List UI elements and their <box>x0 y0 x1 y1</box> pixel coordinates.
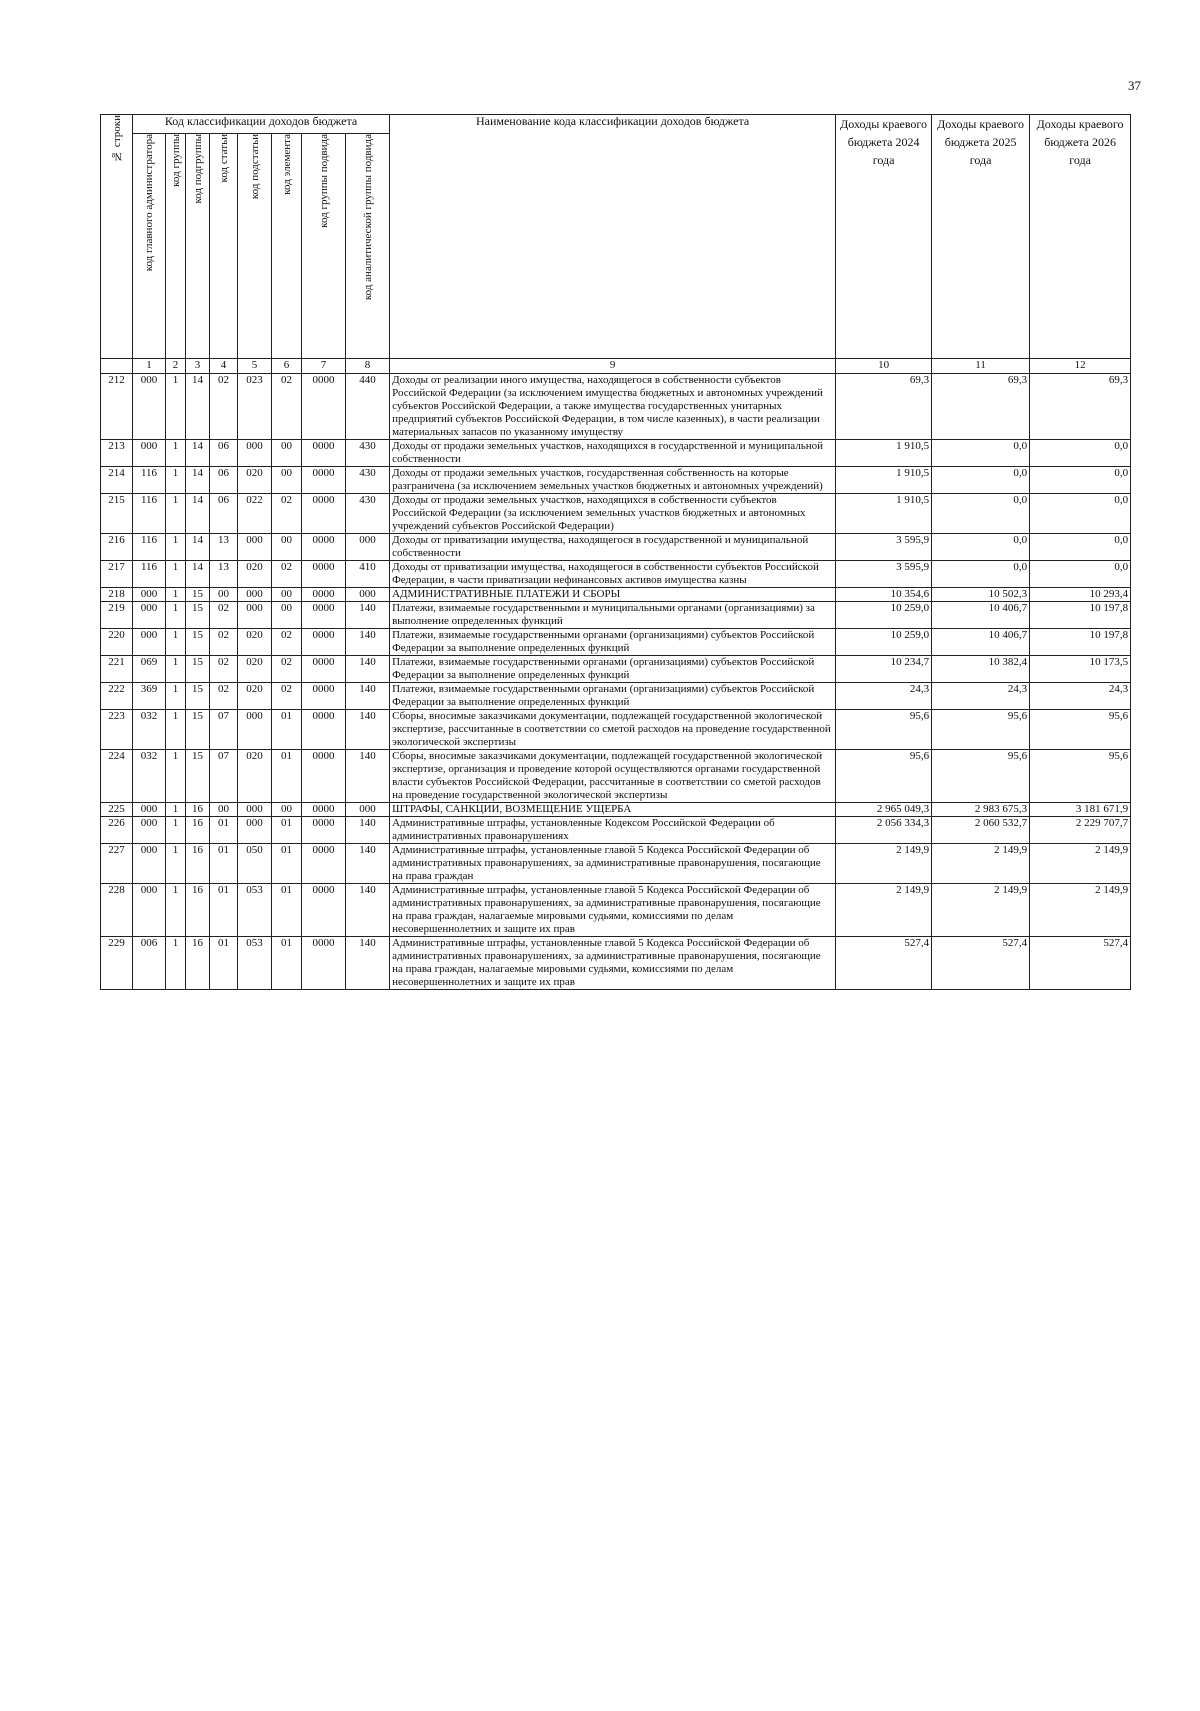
income-2024-cell: 24,3 <box>836 683 932 710</box>
group-code-cell: 1 <box>166 494 186 534</box>
income-2024-cell: 3 595,9 <box>836 534 932 561</box>
column-number-cell: 9 <box>390 359 836 374</box>
analytic-group-code-cell: 140 <box>346 884 390 937</box>
income-name-cell: Доходы от реализации иного имущества, находящегося в собственности субъектов Российской Федерации (за исключением имущества бюджетных и автономных учреждений субъектов Российской Федерации, а также имущества государственных унитарных предприятий субъектов Российской Федерации, в том числе казенных), в части реализации материальных запасов по указанному имуществу <box>390 374 836 440</box>
income-2026-cell: 69,3 <box>1030 374 1131 440</box>
subgroup-code-cell: 15 <box>186 602 210 629</box>
admin-code-cell: 116 <box>133 467 166 494</box>
table-row <box>101 656 1131 683</box>
income-2025-cell: 2 149,9 <box>932 884 1030 937</box>
admin-code-cell: 000 <box>133 588 166 602</box>
element-code-cell: 02 <box>272 561 302 588</box>
income-name-cell: Административные штрафы, установленные главой 5 Кодекса Российской Федерации об административных правонарушениях, за административные правонарушения, посягающие на права граждан, налагаемые мировыми судьями, комиссиями по делам несовершеннолетних и защите их прав <box>390 937 836 990</box>
element-code-cell: 00 <box>272 467 302 494</box>
header-element-code: код элемента <box>272 134 302 359</box>
income-2024-cell: 95,6 <box>836 750 932 803</box>
element-code-cell: 00 <box>272 803 302 817</box>
column-number-cell: 6 <box>272 359 302 374</box>
analytic-group-code-cell: 000 <box>346 588 390 602</box>
analytic-group-code-cell: 140 <box>346 750 390 803</box>
element-code-cell: 01 <box>272 884 302 937</box>
table-row <box>101 844 1131 884</box>
subgroup-code-cell: 16 <box>186 817 210 844</box>
income-2025-cell: 69,3 <box>932 374 1030 440</box>
element-code-cell: 00 <box>272 602 302 629</box>
income-2024-cell: 10 354,6 <box>836 588 932 602</box>
subtype-group-code-cell: 0000 <box>302 937 346 990</box>
row-number-cell: 218 <box>101 588 133 602</box>
group-code-cell: 1 <box>166 374 186 440</box>
income-2026-cell: 0,0 <box>1030 440 1131 467</box>
admin-code-cell: 032 <box>133 750 166 803</box>
subtype-group-code-cell: 0000 <box>302 803 346 817</box>
subgroup-code-cell: 14 <box>186 534 210 561</box>
budget-revenue-table <box>100 114 1131 990</box>
subtype-group-code-cell: 0000 <box>302 561 346 588</box>
admin-code-cell: 000 <box>133 629 166 656</box>
header-subtype-group-code: код группы подвида <box>302 134 346 359</box>
admin-code-cell: 116 <box>133 494 166 534</box>
income-2024-cell: 2 149,9 <box>836 844 932 884</box>
subarticle-code-cell: 022 <box>238 494 272 534</box>
income-2026-cell: 10 173,5 <box>1030 656 1131 683</box>
element-code-cell: 02 <box>272 683 302 710</box>
table-row <box>101 884 1131 937</box>
header-article-code: код статьи <box>210 134 238 359</box>
element-code-cell: 02 <box>272 656 302 683</box>
income-2024-cell: 10 259,0 <box>836 629 932 656</box>
income-2025-cell: 10 406,7 <box>932 602 1030 629</box>
subgroup-code-cell: 16 <box>186 803 210 817</box>
income-2025-cell: 0,0 <box>932 440 1030 467</box>
element-code-cell: 02 <box>272 629 302 656</box>
table-row <box>101 629 1131 656</box>
group-code-cell: 1 <box>166 750 186 803</box>
income-2024-cell: 1 910,5 <box>836 494 932 534</box>
subtype-group-code-cell: 0000 <box>302 602 346 629</box>
table-row <box>101 467 1131 494</box>
header-subgroup-code: код подгруппы <box>186 134 210 359</box>
table-header <box>101 115 1131 374</box>
row-number-cell: 217 <box>101 561 133 588</box>
article-code-cell: 02 <box>210 629 238 656</box>
group-code-cell: 1 <box>166 937 186 990</box>
element-code-cell: 00 <box>272 440 302 467</box>
subtype-group-code-cell: 0000 <box>302 683 346 710</box>
income-2026-cell: 2 149,9 <box>1030 844 1131 884</box>
income-2024-cell: 2 056 334,3 <box>836 817 932 844</box>
subarticle-code-cell: 020 <box>238 683 272 710</box>
article-code-cell: 02 <box>210 374 238 440</box>
income-name-cell: Доходы от продажи земельных участков, находящихся в собственности субъектов Российской Федерации (за исключением земельных участков бюджетных и автономных учреждений субъектов Российской Федерации) <box>390 494 836 534</box>
subarticle-code-cell: 020 <box>238 656 272 683</box>
analytic-group-code-cell: 140 <box>346 937 390 990</box>
income-name-cell: Доходы от продажи земельных участков, государственная собственность на которые разграничена (за исключением земельных участков бюджетных и автономных учреждений) <box>390 467 836 494</box>
income-2024-cell: 2 965 049,3 <box>836 803 932 817</box>
income-name-cell: ШТРАФЫ, САНКЦИИ, ВОЗМЕЩЕНИЕ УЩЕРБА <box>390 803 836 817</box>
subgroup-code-cell: 16 <box>186 884 210 937</box>
subtype-group-code-cell: 0000 <box>302 844 346 884</box>
income-name-cell: АДМИНИСТРАТИВНЫЕ ПЛАТЕЖИ И СБОРЫ <box>390 588 836 602</box>
article-code-cell: 06 <box>210 440 238 467</box>
table-row <box>101 817 1131 844</box>
header-name: Наименование кода классификации доходов бюджета <box>390 115 836 359</box>
column-number-cell: 11 <box>932 359 1030 374</box>
admin-code-cell: 000 <box>133 602 166 629</box>
income-2024-cell: 10 234,7 <box>836 656 932 683</box>
subtype-group-code-cell: 0000 <box>302 884 346 937</box>
analytic-group-code-cell: 430 <box>346 467 390 494</box>
column-number-cell: 2 <box>166 359 186 374</box>
subarticle-code-cell: 053 <box>238 937 272 990</box>
row-number-cell: 220 <box>101 629 133 656</box>
header-income-2024: Доходы краевого бюджета 2024 года <box>836 115 932 359</box>
row-number-cell: 225 <box>101 803 133 817</box>
row-number-cell: 224 <box>101 750 133 803</box>
analytic-group-code-cell: 140 <box>346 710 390 750</box>
income-2025-cell: 2 060 532,7 <box>932 817 1030 844</box>
column-number-cell: 4 <box>210 359 238 374</box>
income-2026-cell: 2 149,9 <box>1030 884 1131 937</box>
row-number-cell: 215 <box>101 494 133 534</box>
subtype-group-code-cell: 0000 <box>302 467 346 494</box>
subgroup-code-cell: 16 <box>186 937 210 990</box>
group-code-cell: 1 <box>166 803 186 817</box>
subtype-group-code-cell: 0000 <box>302 750 346 803</box>
income-2025-cell: 2 983 675,3 <box>932 803 1030 817</box>
table-body <box>101 374 1131 990</box>
article-code-cell: 07 <box>210 750 238 803</box>
analytic-group-code-cell: 140 <box>346 683 390 710</box>
subarticle-code-cell: 020 <box>238 467 272 494</box>
income-name-cell: Платежи, взимаемые государственными и муниципальными органами (организациями) за выполнение определенных функций <box>390 602 836 629</box>
header-income-2026: Доходы краевого бюджета 2026 года <box>1030 115 1131 359</box>
article-code-cell: 00 <box>210 803 238 817</box>
subgroup-code-cell: 15 <box>186 750 210 803</box>
income-2025-cell: 0,0 <box>932 561 1030 588</box>
column-number-cell: 1 <box>133 359 166 374</box>
income-2026-cell: 527,4 <box>1030 937 1131 990</box>
income-2024-cell: 95,6 <box>836 710 932 750</box>
income-2025-cell: 95,6 <box>932 710 1030 750</box>
article-code-cell: 01 <box>210 937 238 990</box>
subtype-group-code-cell: 0000 <box>302 374 346 440</box>
subarticle-code-cell: 000 <box>238 440 272 467</box>
income-2026-cell: 0,0 <box>1030 561 1131 588</box>
table-row <box>101 710 1131 750</box>
analytic-group-code-cell: 000 <box>346 534 390 561</box>
group-code-cell: 1 <box>166 561 186 588</box>
income-name-cell: Сборы, вносимые заказчиками документации, подлежащей государственной экологической экспертизе, рассчитанные в соответствии со сметой расходов на проведение государственной экологической экспертизы <box>390 710 836 750</box>
income-2024-cell: 1 910,5 <box>836 440 932 467</box>
article-code-cell: 02 <box>210 602 238 629</box>
income-2026-cell: 0,0 <box>1030 534 1131 561</box>
subtype-group-code-cell: 0000 <box>302 710 346 750</box>
article-code-cell: 13 <box>210 534 238 561</box>
element-code-cell: 02 <box>272 374 302 440</box>
admin-code-cell: 369 <box>133 683 166 710</box>
income-2026-cell: 2 229 707,7 <box>1030 817 1131 844</box>
analytic-group-code-cell: 140 <box>346 817 390 844</box>
income-name-cell: Доходы от приватизации имущества, находящегося в собственности субъектов Российской Федерации, в части приватизации нефинансовых активов имущества казны <box>390 561 836 588</box>
row-number-cell: 227 <box>101 844 133 884</box>
subgroup-code-cell: 15 <box>186 588 210 602</box>
subtype-group-code-cell: 0000 <box>302 440 346 467</box>
row-number-cell: 228 <box>101 884 133 937</box>
subarticle-code-cell: 000 <box>238 588 272 602</box>
subarticle-code-cell: 050 <box>238 844 272 884</box>
income-2024-cell: 1 910,5 <box>836 467 932 494</box>
income-name-cell: Административные штрафы, установленные главой 5 Кодекса Российской Федерации об административных правонарушениях, за административные правонарушения, посягающие на права граждан, налагаемые мировыми судьями, комиссиями по делам несовершеннолетних и защите их прав <box>390 884 836 937</box>
admin-code-cell: 000 <box>133 884 166 937</box>
income-name-cell: Платежи, взимаемые государственными органами (организациями) субъектов Российской Федерации за выполнение определенных функций <box>390 629 836 656</box>
income-2026-cell: 0,0 <box>1030 494 1131 534</box>
admin-code-cell: 116 <box>133 534 166 561</box>
header-analytic-group-code: код аналитической группы подвида <box>346 134 390 359</box>
income-2024-cell: 10 259,0 <box>836 602 932 629</box>
income-2026-cell: 24,3 <box>1030 683 1131 710</box>
subgroup-code-cell: 15 <box>186 629 210 656</box>
element-code-cell: 01 <box>272 937 302 990</box>
subgroup-code-cell: 15 <box>186 710 210 750</box>
element-code-cell: 00 <box>272 534 302 561</box>
income-2026-cell: 3 181 671,9 <box>1030 803 1131 817</box>
group-code-cell: 1 <box>166 710 186 750</box>
group-code-cell: 1 <box>166 602 186 629</box>
subgroup-code-cell: 14 <box>186 440 210 467</box>
subarticle-code-cell: 020 <box>238 629 272 656</box>
table-row <box>101 494 1131 534</box>
table-row <box>101 683 1131 710</box>
subtype-group-code-cell: 0000 <box>302 656 346 683</box>
admin-code-cell: 006 <box>133 937 166 990</box>
subgroup-code-cell: 14 <box>186 467 210 494</box>
income-2024-cell: 69,3 <box>836 374 932 440</box>
subarticle-code-cell: 000 <box>238 710 272 750</box>
element-code-cell: 00 <box>272 588 302 602</box>
analytic-group-code-cell: 140 <box>346 656 390 683</box>
header-code-group: Код классификации доходов бюджета <box>133 115 390 134</box>
row-number-cell: 213 <box>101 440 133 467</box>
group-code-cell: 1 <box>166 817 186 844</box>
subarticle-code-cell: 000 <box>238 602 272 629</box>
table-row <box>101 588 1131 602</box>
income-2025-cell: 2 149,9 <box>932 844 1030 884</box>
row-number-cell: 216 <box>101 534 133 561</box>
table-row <box>101 803 1131 817</box>
income-name-cell: Платежи, взимаемые государственными органами (организациями) субъектов Российской Федерации за выполнение определенных функций <box>390 656 836 683</box>
income-2025-cell: 527,4 <box>932 937 1030 990</box>
income-2025-cell: 10 382,4 <box>932 656 1030 683</box>
admin-code-cell: 000 <box>133 817 166 844</box>
admin-code-cell: 116 <box>133 561 166 588</box>
income-2026-cell: 0,0 <box>1030 467 1131 494</box>
article-code-cell: 07 <box>210 710 238 750</box>
income-2025-cell: 0,0 <box>932 534 1030 561</box>
element-code-cell: 01 <box>272 844 302 884</box>
analytic-group-code-cell: 440 <box>346 374 390 440</box>
article-code-cell: 01 <box>210 817 238 844</box>
header-group-code: код группы <box>166 134 186 359</box>
article-code-cell: 02 <box>210 683 238 710</box>
subtype-group-code-cell: 0000 <box>302 817 346 844</box>
analytic-group-code-cell: 140 <box>346 844 390 884</box>
subtype-group-code-cell: 0000 <box>302 588 346 602</box>
article-code-cell: 06 <box>210 467 238 494</box>
subarticle-code-cell: 020 <box>238 750 272 803</box>
subarticle-code-cell: 023 <box>238 374 272 440</box>
row-number-cell: 229 <box>101 937 133 990</box>
subgroup-code-cell: 14 <box>186 561 210 588</box>
subtype-group-code-cell: 0000 <box>302 494 346 534</box>
income-name-cell: Доходы от приватизации имущества, находящегося в государственной и муниципальной собственности <box>390 534 836 561</box>
income-2024-cell: 3 595,9 <box>836 561 932 588</box>
header-subarticle-code: код подстатьи <box>238 134 272 359</box>
analytic-group-code-cell: 430 <box>346 440 390 467</box>
article-code-cell: 01 <box>210 844 238 884</box>
income-2026-cell: 10 197,8 <box>1030 629 1131 656</box>
income-2025-cell: 10 502,3 <box>932 588 1030 602</box>
analytic-group-code-cell: 140 <box>346 602 390 629</box>
table-row <box>101 561 1131 588</box>
income-2025-cell: 95,6 <box>932 750 1030 803</box>
admin-code-cell: 000 <box>133 374 166 440</box>
table-row <box>101 374 1131 440</box>
row-number-cell: 222 <box>101 683 133 710</box>
article-code-cell: 00 <box>210 588 238 602</box>
income-2026-cell: 95,6 <box>1030 710 1131 750</box>
article-code-cell: 01 <box>210 884 238 937</box>
admin-code-cell: 000 <box>133 844 166 884</box>
subtype-group-code-cell: 0000 <box>302 534 346 561</box>
group-code-cell: 1 <box>166 629 186 656</box>
row-number-cell: 221 <box>101 656 133 683</box>
subarticle-code-cell: 000 <box>238 534 272 561</box>
income-2025-cell: 24,3 <box>932 683 1030 710</box>
income-2026-cell: 95,6 <box>1030 750 1131 803</box>
row-number-cell: 212 <box>101 374 133 440</box>
header-income-2025: Доходы краевого бюджета 2025 года <box>932 115 1030 359</box>
subarticle-code-cell: 020 <box>238 561 272 588</box>
analytic-group-code-cell: 000 <box>346 803 390 817</box>
income-name-cell: Административные штрафы, установленные Кодексом Российской Федерации об административных правонарушениях <box>390 817 836 844</box>
income-name-cell: Платежи, взимаемые государственными органами (организациями) субъектов Российской Федерации за выполнение определенных функций <box>390 683 836 710</box>
page-number: 37 <box>1128 78 1141 93</box>
column-number-cell: 10 <box>836 359 932 374</box>
header-admin-code: код главного администратора <box>133 134 166 359</box>
income-2025-cell: 0,0 <box>932 494 1030 534</box>
column-number-cell: 8 <box>346 359 390 374</box>
row-number-cell: 219 <box>101 602 133 629</box>
column-number-cell: 3 <box>186 359 210 374</box>
income-2024-cell: 527,4 <box>836 937 932 990</box>
income-2026-cell: 10 293,4 <box>1030 588 1131 602</box>
subarticle-code-cell: 000 <box>238 817 272 844</box>
row-number-cell: 223 <box>101 710 133 750</box>
subgroup-code-cell: 15 <box>186 656 210 683</box>
analytic-group-code-cell: 140 <box>346 629 390 656</box>
group-code-cell: 1 <box>166 844 186 884</box>
column-number-cell: 5 <box>238 359 272 374</box>
table-row <box>101 602 1131 629</box>
element-code-cell: 02 <box>272 494 302 534</box>
table-row <box>101 440 1131 467</box>
analytic-group-code-cell: 430 <box>346 494 390 534</box>
element-code-cell: 01 <box>272 817 302 844</box>
table-row <box>101 750 1131 803</box>
element-code-cell: 01 <box>272 750 302 803</box>
group-code-cell: 1 <box>166 588 186 602</box>
subgroup-code-cell: 14 <box>186 494 210 534</box>
income-2025-cell: 0,0 <box>932 467 1030 494</box>
income-2024-cell: 2 149,9 <box>836 884 932 937</box>
income-name-cell: Административные штрафы, установленные главой 5 Кодекса Российской Федерации об административных правонарушениях, за административные правонарушения, посягающие на права граждан <box>390 844 836 884</box>
admin-code-cell: 000 <box>133 803 166 817</box>
admin-code-cell: 000 <box>133 440 166 467</box>
article-code-cell: 06 <box>210 494 238 534</box>
group-code-cell: 1 <box>166 440 186 467</box>
admin-code-cell: 069 <box>133 656 166 683</box>
admin-code-cell: 032 <box>133 710 166 750</box>
row-number-cell: 226 <box>101 817 133 844</box>
group-code-cell: 1 <box>166 534 186 561</box>
column-numbers-row <box>101 359 1131 374</box>
subtype-group-code-cell: 0000 <box>302 629 346 656</box>
header-row-number: № строки <box>101 115 133 359</box>
group-code-cell: 1 <box>166 884 186 937</box>
income-name-cell: Доходы от продажи земельных участков, находящихся в государственной и муниципальной собственности <box>390 440 836 467</box>
column-number-cell: 7 <box>302 359 346 374</box>
element-code-cell: 01 <box>272 710 302 750</box>
table-row <box>101 937 1131 990</box>
group-code-cell: 1 <box>166 656 186 683</box>
subarticle-code-cell: 053 <box>238 884 272 937</box>
row-number-cell: 214 <box>101 467 133 494</box>
column-number-cell: 12 <box>1030 359 1131 374</box>
article-code-cell: 13 <box>210 561 238 588</box>
group-code-cell: 1 <box>166 467 186 494</box>
income-2026-cell: 10 197,8 <box>1030 602 1131 629</box>
table-row <box>101 534 1131 561</box>
subgroup-code-cell: 16 <box>186 844 210 884</box>
article-code-cell: 02 <box>210 656 238 683</box>
income-2025-cell: 10 406,7 <box>932 629 1030 656</box>
group-code-cell: 1 <box>166 683 186 710</box>
subarticle-code-cell: 000 <box>238 803 272 817</box>
income-name-cell: Сборы, вносимые заказчиками документации, подлежащей государственной экологической экспертизе, организация и проведение которой осуществляются органами государственной власти субъектов Российской Федерации, рассчитанные в соответствии со сметой расходов на проведение государственной экологической экспертизы <box>390 750 836 803</box>
subgroup-code-cell: 15 <box>186 683 210 710</box>
column-number-cell <box>101 359 133 374</box>
subgroup-code-cell: 14 <box>186 374 210 440</box>
analytic-group-code-cell: 410 <box>346 561 390 588</box>
